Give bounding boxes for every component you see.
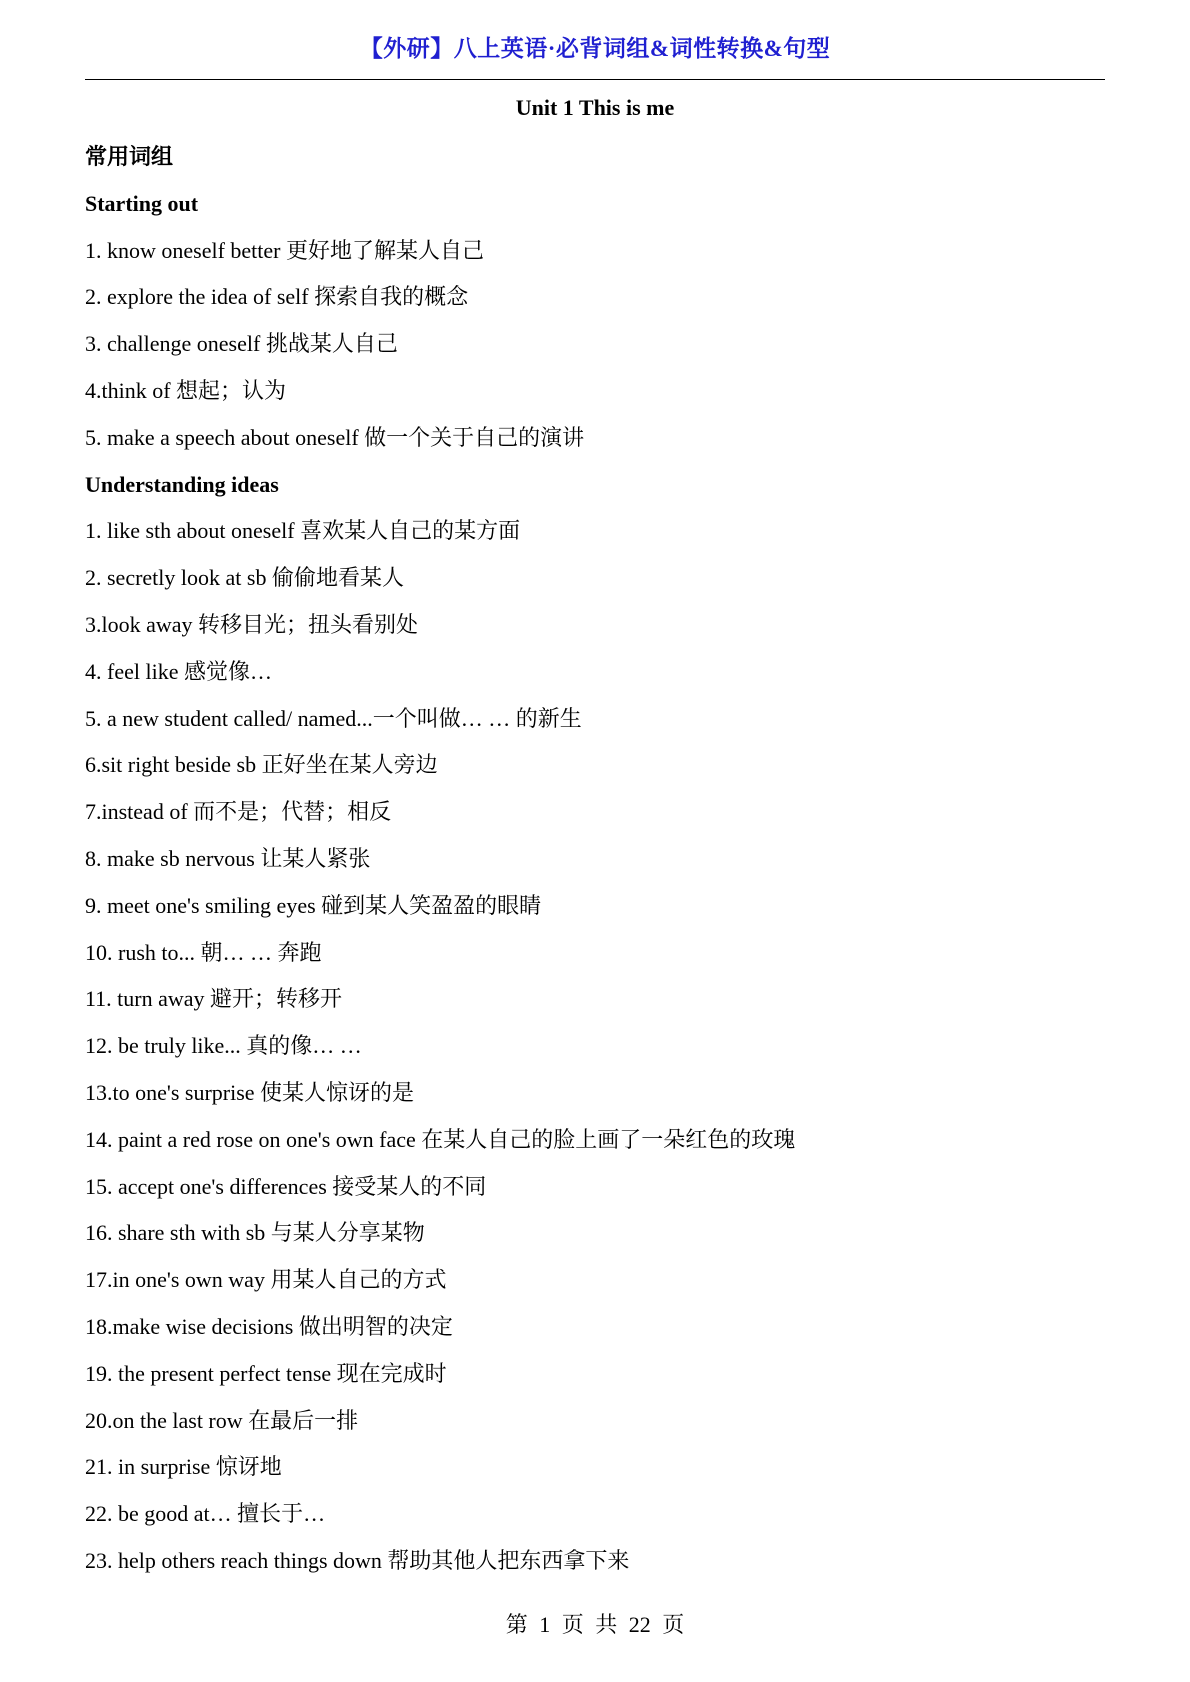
list-item: 8. make sb nervous 让某人紧张 xyxy=(85,845,371,871)
list-item: 7.instead of 而不是；代替；相反 xyxy=(85,799,392,825)
list-item: 2. secretly look at sb 偷偷地看某人 xyxy=(85,565,404,591)
page-header-title: 【外研】八上英语·必背词组&词性转换&句型 xyxy=(359,36,831,61)
list-item: 3.look away 转移目光；扭头看别处 xyxy=(85,611,419,637)
list-item: 2. explore the idea of self 探索自我的概念 xyxy=(85,284,469,310)
list-item: 1. like sth about oneself 喜欢某人自己的某方面 xyxy=(85,518,521,544)
list-item: 22. be good at… 擅长于… xyxy=(85,1501,326,1527)
list-item: 1. know oneself better 更好地了解某人自己 xyxy=(85,237,484,263)
page-number: 第 1 页 共 22 页 xyxy=(505,1612,685,1637)
list-item: 4.think of 想起；认为 xyxy=(85,377,287,403)
list-item: 11. turn away 避开；转移开 xyxy=(85,986,343,1012)
list-item: 9. meet one's smiling eyes 碰到某人笑盈盈的眼睛 xyxy=(85,892,542,918)
list-item: 10. rush to... 朝… … 奔跑 xyxy=(85,939,322,965)
list-item: 18.make wise decisions 做出明智的决定 xyxy=(85,1313,453,1339)
list-item: 21. in surprise 惊讶地 xyxy=(85,1454,282,1480)
list-item: 23. help others reach things down 帮助其他人把东西拿下来 xyxy=(85,1547,630,1573)
document-body xyxy=(85,134,1105,1585)
list-item: 6.sit right beside sb 正好坐在某人旁边 xyxy=(85,752,438,778)
subsection-title-starting-out: Starting out xyxy=(85,190,199,216)
list-item: 14. paint a red rose on one's own face 在某人自己的脸上画了一朵红色的玫瑰 xyxy=(85,1126,796,1152)
unit-title: Unit 1 This is me xyxy=(515,95,675,120)
subsection-title-understanding-ideas: Understanding ideas xyxy=(85,471,279,497)
list-item: 5. a new student called/ named...一个叫做… … 的新生 xyxy=(85,705,582,731)
list-item: 13.to one's surprise 使某人惊讶的是 xyxy=(85,1079,415,1105)
section-heading-phrases: 常用词组 xyxy=(85,144,174,169)
list-item: 15. accept one's differences 接受某人的不同 xyxy=(85,1173,487,1199)
list-item: 4. feel like 感觉像… xyxy=(85,658,272,684)
list-item: 20.on the last row 在最后一排 xyxy=(85,1407,359,1433)
list-item: 19. the present perfect tense 现在完成时 xyxy=(85,1360,447,1386)
list-item: 16. share sth with sb 与某人分享某物 xyxy=(85,1220,425,1246)
list-item: 3. challenge oneself 挑战某人自己 xyxy=(85,331,398,357)
list-item: 5. make a speech about oneself 做一个关于自己的演讲 xyxy=(85,424,585,450)
list-item: 17.in one's own way 用某人自己的方式 xyxy=(85,1267,447,1293)
list-item: 12. be truly like... 真的像… … xyxy=(85,1033,362,1059)
header-divider xyxy=(85,79,1105,80)
